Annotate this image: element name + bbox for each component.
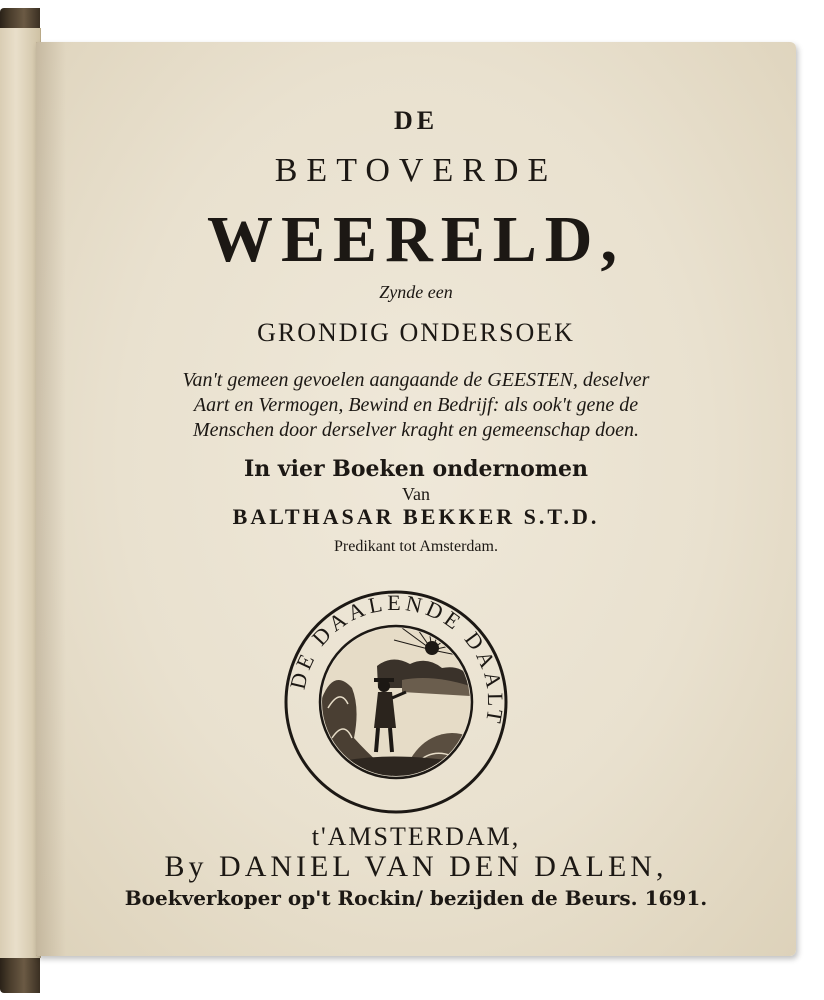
line-vier-boeken: In vier Boeken ondernomen [243, 456, 589, 482]
body-line-1: Van't gemeen gevoelen aangaande de GEESTEN, deselver [182, 369, 650, 391]
author-name: BALTHASAR BEKKER S.T.D. [232, 504, 600, 529]
title-page [36, 42, 796, 956]
page-edge [0, 28, 41, 958]
seal-motto: DE DAALENDE DAALT [284, 589, 509, 729]
line-van: Van [402, 484, 430, 504]
body-line-2: Aart en Vermogen, Bewind en Bedrijf: als ook't gene de [193, 394, 639, 416]
title-line-weereld: WEERELD, [207, 203, 625, 276]
author-role: Predikant tot Amsterdam. [334, 538, 498, 555]
body-line-3: Menschen door derselver kraght en gemeenschap doen. [193, 419, 639, 441]
seal-emblem-icon [282, 588, 510, 816]
imprint-city: t'AMSTERDAM, [311, 822, 521, 851]
imprint-bookseller: Boekverkoper op't Rockin/ bezijden de Beurs. 1691. [124, 886, 708, 910]
body-text [36, 368, 796, 443]
imprint-publisher: By DANIEL VAN DEN DALEN, [164, 850, 668, 883]
subtitle-grondig: GRONDIG ONDERSOEK [257, 318, 575, 347]
printer-device-seal [282, 588, 510, 816]
title-line-betoverde: BETOVERDE [274, 152, 558, 189]
subtitle-zynde: Zynde een [379, 282, 453, 302]
title-line-de: DE [393, 106, 439, 135]
